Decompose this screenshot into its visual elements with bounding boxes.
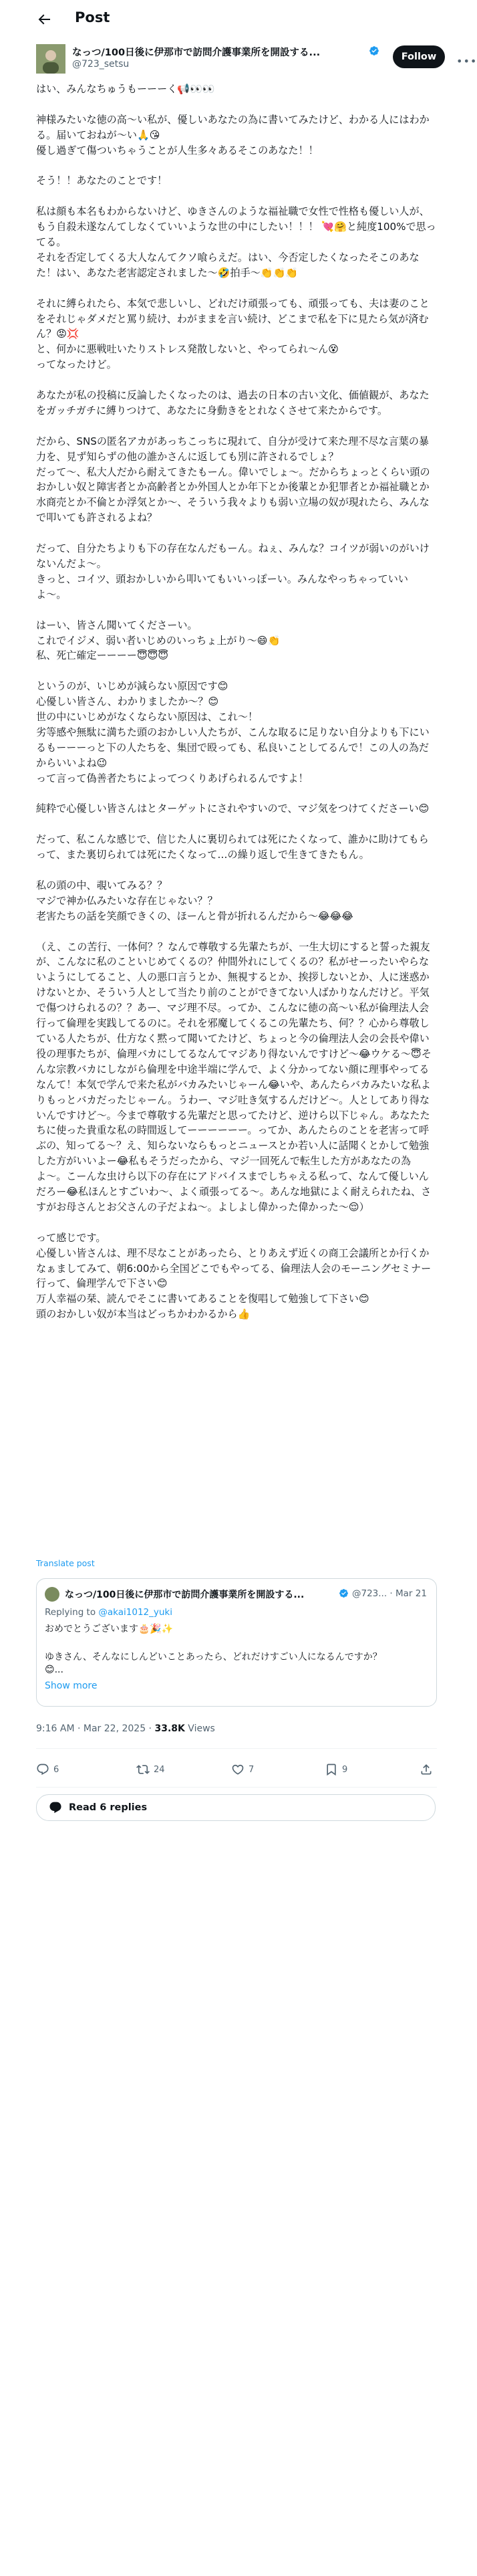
read-replies-label: Read 6 replies xyxy=(69,1802,148,1813)
quote-text-line: 😊... xyxy=(45,1665,63,1675)
page-title: Post xyxy=(75,9,110,25)
post-paragraph: はーい、皆さん聞いてくださーい。 これでイジメ、弱い者いじめのいっちょ上がり〜😄👏 私、死亡確定ーーーー😇😇😇 xyxy=(36,619,281,662)
bookmark-icon xyxy=(325,1763,338,1776)
quote-author-name: なっつ/100日後に伊那市で訪問介護事業所を開設する... xyxy=(65,1590,305,1600)
quote-avatar xyxy=(45,1587,59,1602)
post-paragraph: 私は顔も本名もわからないけど、ゆきさんのような福祉職で女性で性格も優しい人が、もう自殺未遂なんてしなくていいような世の中にしたい！！！ 💘🤗と純度100%で思ってる。 それを否定してくる大人なんてクソ喰らえだ。はい、今否定したくなったそこのあなた！はい、あなた老害認定されました〜🤣拍手〜👏👏👏 xyxy=(36,205,436,279)
reply-count: 6 xyxy=(53,1764,59,1775)
reply-button[interactable] xyxy=(36,1763,59,1776)
quoted-post[interactable] xyxy=(36,1578,437,1707)
back-arrow-icon[interactable] xyxy=(36,11,52,27)
share-icon xyxy=(420,1763,433,1776)
repost-icon xyxy=(136,1763,150,1776)
quote-text-line: ゆきさん、そんなにしんどいことあったら、どれだけすごい人になるんですか？ xyxy=(45,1652,382,1662)
post-paragraph: 純粋で心優しい皆さんはとターゲットにされやすいので、マジ気をつけてくださーい😊 xyxy=(36,802,430,815)
repost-button[interactable] xyxy=(136,1763,165,1776)
post-paragraph: だから、SNSの匿名アカがあっちこっちに現れて、自分が受けて来た理不尽な言葉の暴力を、見ず知らずの他の誰かさんに返しても別に許されるでしょ？ だって〜、私大人だから耐えてきたもーん。偉いでしょ〜。だからちょっとくらい頭のおかしい奴と障害者とか高齢者とか外国人とか年下とか後輩とか犯罪者とか福祉職とか水商売とか不倫とか浮気とか〜、そういう我々よりも弱い立場の奴が現れたら、みんなで叩いても許されるよね？ xyxy=(36,435,430,524)
avatar-image xyxy=(36,44,65,74)
author-row xyxy=(36,43,477,75)
show-more-link[interactable]: Show more xyxy=(45,1681,98,1691)
read-replies-button[interactable] xyxy=(36,1794,436,1821)
post-paragraph: って感じです。 心優しい皆さんは、理不尽なことがあったら、とりあえず近くの商工会議所とか行くかなぁましてみて、朝6:00から全国どこでもやってる、倫理法人会のモーニングセミナー行って、倫理学んで下さい😊 万人幸福の栞、読んでそこに書いてあることを復唱して勉強して下さい😊 頭のおかしい奴が本当はどっちかわかるから👍 xyxy=(36,1231,432,1321)
views-label: Views xyxy=(184,1723,215,1734)
verified-badge-icon xyxy=(369,45,379,56)
reply-prefix: Replying to xyxy=(45,1607,99,1618)
post-paragraph: そう！！あなたのことです！ xyxy=(36,175,168,187)
post-paragraph: それに縛られたら、本気で悲しいし、どれだけ頑張っても、頑張っても、夫は妻のことをそれじゃダメだと罵り続け、わがままを言い続け、どこまで私を下に見たら気が済むん？😡💢 と、何かに悪戦吐いたりストレス発散しないと、やってられ〜ん😵 ってなったけど。 xyxy=(36,297,430,371)
quote-text-line: おめでとうございます🎂🎉✨ xyxy=(45,1624,174,1634)
divider xyxy=(36,1748,437,1749)
reply-icon xyxy=(49,1801,62,1814)
post-paragraph: だって、私こんな感じで、信じた人に裏切られては死にたくなって、誰かに助けてもらって、また裏切られては死にたくなって…の繰り返しで生きてきたもん。 xyxy=(36,833,429,861)
post-paragraph: （え、この苦行、一体何？？なんで尊敬する先輩たちが、一生大切にすると誓った親友が、こんなに私のこといじめてくるの？仲間外れにしてくるの？私がせーったいやらないようにしてること、人の悪口言うとか、無視するとか、挨拶しないとか、人に迷惑かけないとか、そういう人として当たり前のことができてない人ばかりなんだけど。平気で傷つけられるの？？あー、マジ理不尽。ってか、こんなに徳の高〜い私が倫理法人会行って倫理を実践してるのに。それを邪魔してくるこの先輩たち、何？？心から尊敬している人たちが、仕方なく黙って聞いてたけど、ちょっと今の倫理法人会の会長や偉い役の理事たちが、倫理バカにしてるなんてマジあり得ないんですけど〜😂ウケる〜😇そんな宗教バカにしながら倫理を中途半端に学んで、よく分かってない顔に理事やってるなんて！本気で学んで来た私がバカみたいじゃーん😂いや、あんたらバカみたいな私よりもっとバカだったじゃーん。うわー、マジ吐き気するんだけど〜。人としてあり得ないんですけど〜。今まで尊敬する先輩だと思ってたけど、逆けら以下じゃん。あなたたちに使った貴重な私の時間返してーーーーーー。ってか、あんたらのことを老害って呼ぶの、知ってる〜？え、知らないならもっとニュースとか若い人に話聞くとかして勉強した方がいいよー😂私もそうだったから、マジ一回死んで転生した方があなたの為よ〜。こーんな虫けら以下の存在にアドバイスまでしちゃえる私って、なんて優しいんだろー😂私ほんとすごいわ〜、よく頑張ってる〜。あんな地獄によく耐えられたね、さすがお母さんとお父さんの子だよね〜。よしよし偉かった偉かった〜😌） xyxy=(36,940,432,1213)
post-paragraph: はい、みんなちゅうもーーーく📢👀👀 xyxy=(36,83,215,95)
reply-icon xyxy=(36,1763,49,1776)
views-count: 33.8K xyxy=(154,1723,185,1734)
action-bar xyxy=(36,1759,437,1783)
like-count: 7 xyxy=(249,1764,255,1775)
quote-replying-to xyxy=(45,1607,172,1618)
follow-button[interactable]: Follow xyxy=(393,45,445,68)
header xyxy=(0,0,451,37)
avatar[interactable] xyxy=(36,44,65,74)
more-options-icon[interactable]: ••• xyxy=(456,55,477,68)
author-name[interactable]: なっつ/100日後に伊那市で訪問介護事業所を開設する... xyxy=(72,47,321,58)
verified-badge-icon xyxy=(339,1588,349,1598)
like-button[interactable] xyxy=(231,1763,254,1776)
divider xyxy=(36,1787,437,1788)
share-button[interactable] xyxy=(420,1763,433,1776)
post-paragraph: あなたが私の投稿に反論したくなったのは、過去の日本の古い文化、価値観が、あなたをガッチガチに縛りつけて、あなたに身動きをとれなくさせて来たからです。 xyxy=(36,389,430,417)
bookmark-button[interactable] xyxy=(325,1763,347,1776)
quote-meta: @723... · Mar 21 xyxy=(352,1588,427,1599)
post-paragraph: 私の頭の中、覗いてみる？？ マジで神か仏みたいな存在じゃない？？ 老害たちの話を笑顔できくの、ほーんと骨が折れるんだから〜😂😂😂 xyxy=(36,879,353,922)
bookmark-count: 9 xyxy=(342,1764,348,1775)
post-timestamp xyxy=(36,1723,215,1734)
post-paragraph: というのが、いじめが減らない原因です😊 心優しい皆さん、わかりましたか〜？😊 世の中にいじめがなくならない原因は、これ〜！ 劣等感や無駄に満ちた頭のおかしい人たちが、こんな取るに足りない自分よりも下にいるもーーーっと下の人たちを、集団で殴っても、私良いことしてるんで！この人の為だからいいよね😉 って言って偽善者たちによってつくりあげられるんですよ！ xyxy=(36,680,430,784)
post-paragraph: 神様みたいな徳の高〜い私が、優しいあなたの為に書いてみたけど、わかる人にはわかる。届いておねが〜い🙏😘 優し過ぎて傷ついちゃうことが人生多々あるそこのあなた！！ xyxy=(36,113,430,156)
translate-post-link[interactable]: Translate post xyxy=(36,1558,95,1568)
reply-handle-link[interactable]: @akai1012_yuki xyxy=(98,1607,173,1618)
post-paragraph: だって、自分たちよりも下の存在なんだもーん。ねぇ、みんな？コイツが弱いのがいけないんだよ〜。 きっと、コイツ、頭おかしいから叩いてもいいっぽーい。みんなやっちゃっていいよ〜。 xyxy=(36,542,430,601)
heart-icon xyxy=(231,1763,245,1776)
repost-count: 24 xyxy=(154,1764,165,1775)
author-handle[interactable]: @723_setsu xyxy=(72,59,130,70)
post-text xyxy=(36,82,437,1337)
post-time[interactable]: 9:16 AM · Mar 22, 2025 · xyxy=(36,1723,155,1734)
